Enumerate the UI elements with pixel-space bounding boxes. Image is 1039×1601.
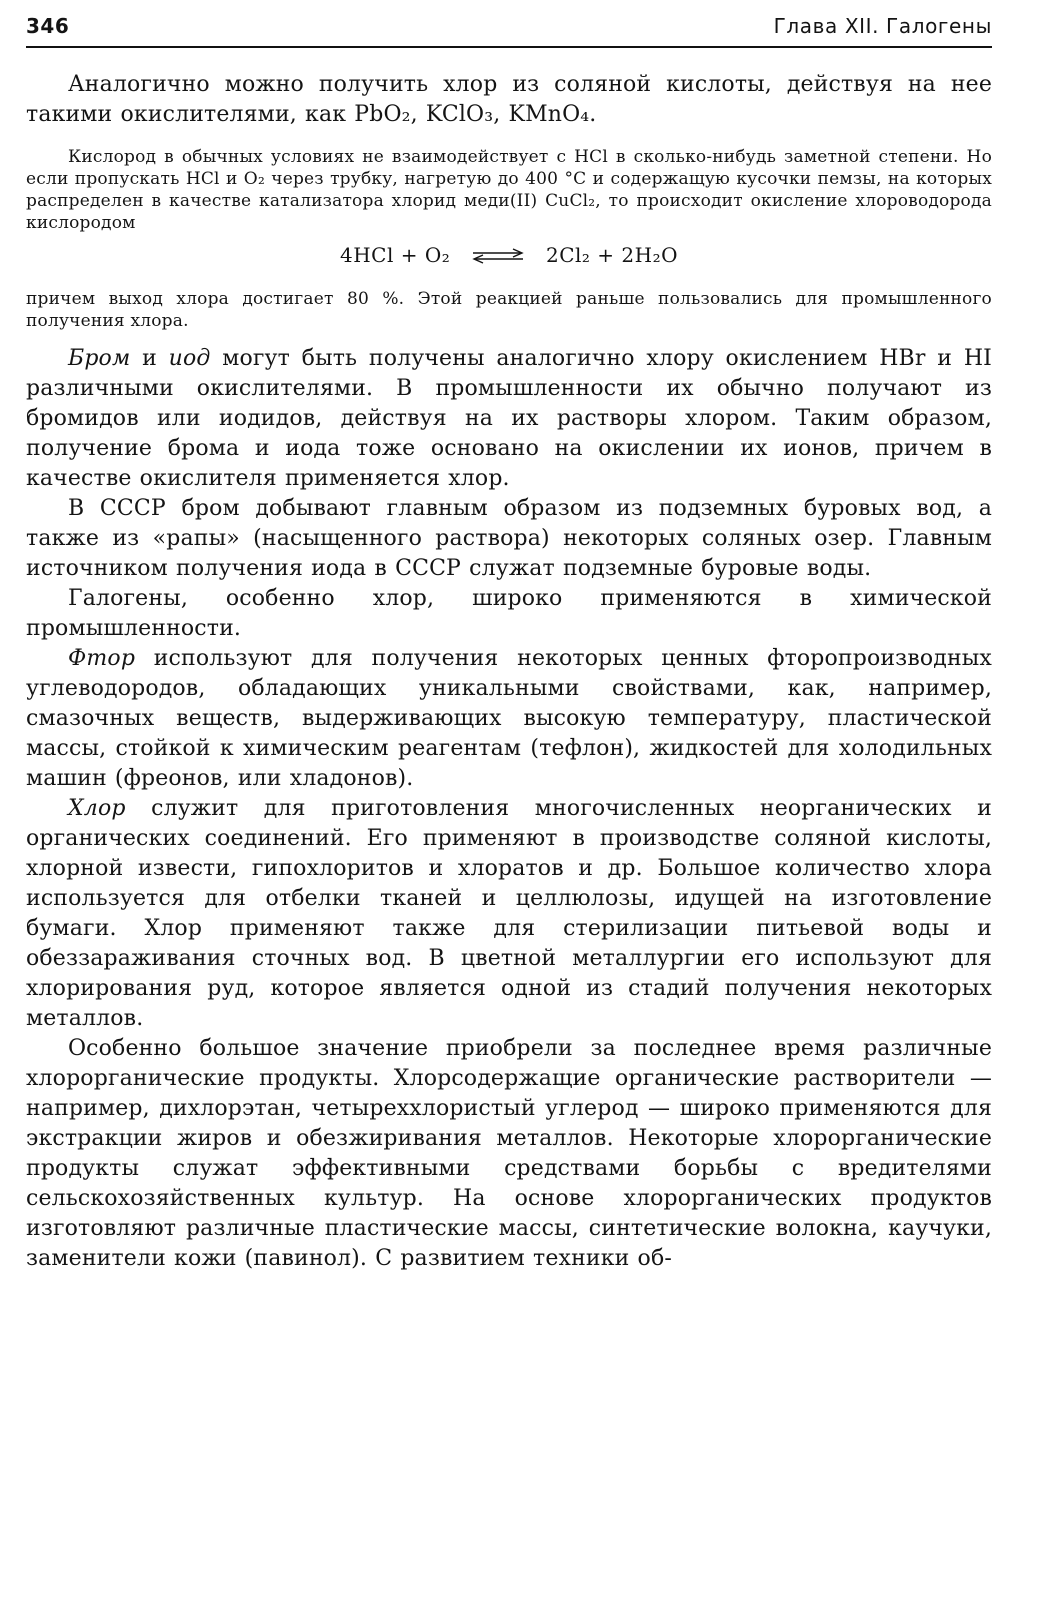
equilibrium-arrows-icon (471, 240, 525, 274)
paragraph-chlorine (26, 794, 992, 1034)
paragraph-chlorine-text: служит для приготовления многочисленных неорганических и органических соединений. Его применяют в производстве соляной кислоты, хлорной извести, гипохлоритов и хлоратов и др. Большое количество хлора используется для отбелки тканей и целлюлозы, идущей на изготовление бумаги. Хлор применяют также для стерилизации питьевой воды и обеззараживания сточных вод. В цветной металлургии его используют для хлорирования руд, которое является одной из стадий получения некоторых металлов. (26, 795, 992, 1031)
running-header (26, 14, 992, 48)
reaction-equation (26, 238, 992, 274)
paragraph-oxygen-catalysis: Кислород в обычных условиях не взаимодействует с HCl в сколько-нибудь заметной степени. Но если пропускать HCl и O₂ через трубку, нагретую до 400 °C и содержащую кусочки пемзы, на которых распределен в качестве катализатора хлорид меди(II) CuCl₂, то происходит окисление хлороводорода кислородом (26, 147, 992, 233)
paragraph-fluorine (26, 644, 992, 794)
paragraph-yield: причем выход хлора достигает 80 %. Этой реакцией раньше пользовались для промышленного получения хлора. (26, 288, 992, 331)
term-chlorine: Хлор (68, 795, 126, 821)
paragraph-oxidizers: Аналогично можно получить хлор из соляной кислоты, действуя на нее такими окислителями, как PbO₂, KClO₃, KMnO₄. (26, 72, 992, 127)
paragraph-ussr-bromine: В СССР бром добывают главным образом из подземных буровых вод, а также из «рапы» (насыщенного раствора) некоторых соляных озер. Главным источником получения иода в СССР служат подземные буровые воды. (26, 495, 992, 581)
equation-left: 4HCl + O₂ (340, 243, 451, 267)
equation-right: 2Cl₂ + 2H₂O (545, 243, 678, 267)
paragraph-halogens-industry: Галогены, особенно хлор, широко применяются в химической промышленности. (26, 585, 992, 641)
paragraph-fluorine-text: используют для получения некоторых ценных фторопроизводных углеводородов, обладающих уникальными свойствами, как, например, смазочных веществ, выдерживающих высокую температуру, пластической массы, стойкой к химическим реагентам (тефлон), жидкостей для холодильных машин (фреонов, или хладонов). (26, 645, 992, 791)
paragraph-bromine-iodine-text: могут быть получены аналогично хлору окислением HBr и HI различными окислителями. В промышленности их обычно получают из бромидов или иодидов, действуя на их растворы хлором. Таким образом, получение брома и иода тоже основано на окислении их ионов, причем в качестве окислителя применяется хлор. (26, 345, 992, 491)
conjunction: и (130, 345, 169, 371)
term-iodine: иод (168, 345, 211, 371)
paragraph-bromine-iodine (26, 344, 992, 494)
term-fluorine: Фтор (68, 645, 136, 671)
chapter-title: Глава XII. Галогены (773, 14, 992, 38)
page-content (26, 70, 992, 1274)
paragraph-organochlorine: Особенно большое значение приобрели за последнее время различные хлорорганические продукты. Хлорсодержащие органические растворители — например, дихлорэтан, четыреххлористый углерод — широко применяются для экстракции жиров и обезжиривания металлов. Некоторые хлорорганические продукты служат эффективными средствами борьбы с вредителями сельскохозяйственных культур. На основе хлорорганических продуктов изготовляют различные пластические массы, синтетические волокна, каучуки, заменители кожи (павинол). С развитием техники об- (26, 1035, 992, 1271)
book-page (26, 14, 992, 1594)
page-number: 346 (26, 14, 70, 38)
term-bromine: Бром (68, 345, 131, 371)
